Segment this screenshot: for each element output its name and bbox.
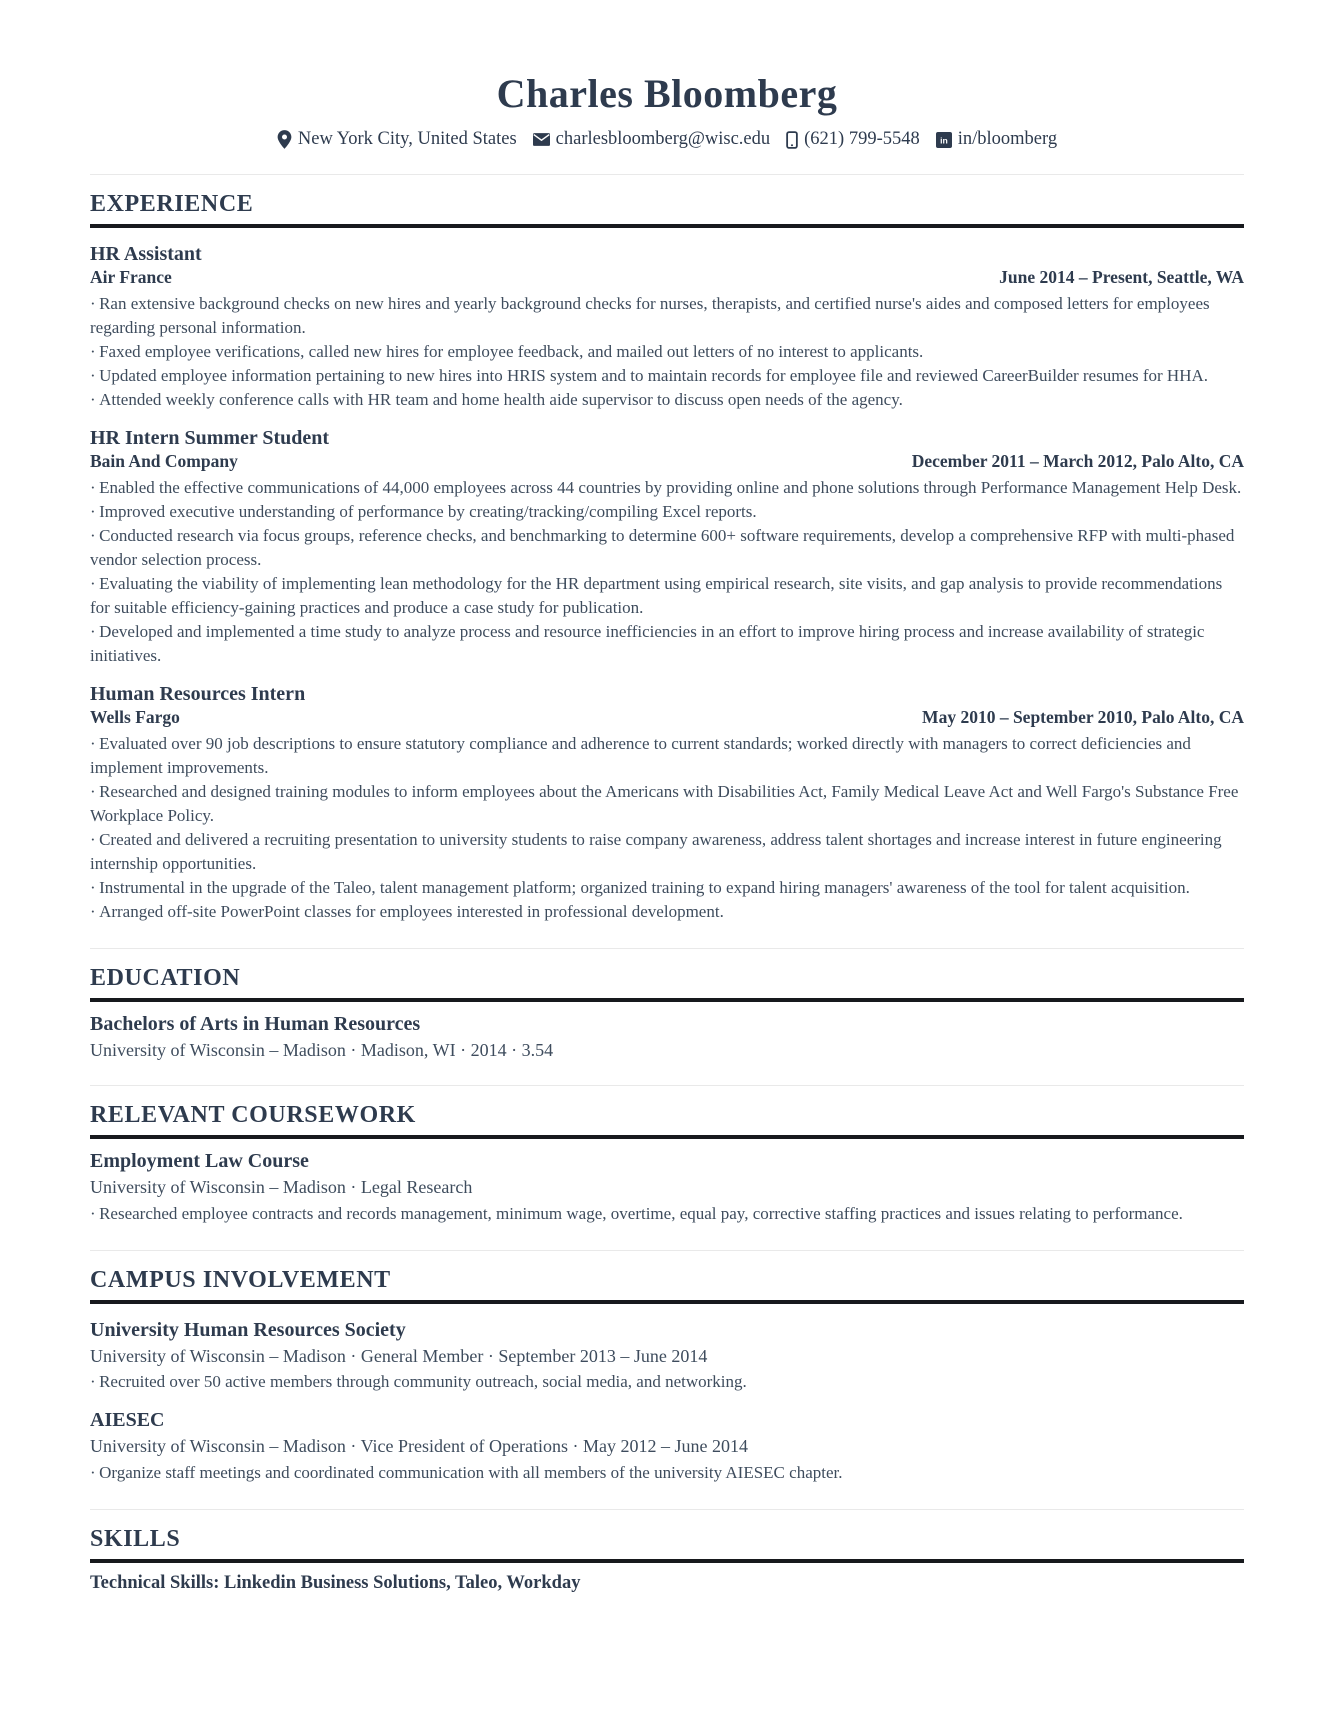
job-title: HR Intern Summer Student [90,426,330,449]
job-title: HR Assistant [90,243,202,265]
job-bullets [90,292,1244,412]
bullet-item: · Recruited over 50 active members through community outreach, social media, and networking. [90,1370,1244,1394]
contact-email-text: charlesbloomberg@wisc.edu [555,129,771,149]
bullet-item: · Instrumental in the upgrade of the Taleo, talent management platform; organized training to expand hiring managers' awareness of the tool for talent acquisition. [90,876,1244,900]
section-divider [90,948,1244,949]
section-title-experience: EXPERIENCE [90,191,254,217]
job-dates: May 2010 – September 2010, Palo Alto, CA [922,706,1244,727]
job-entry-hr-intern [90,426,1244,668]
section-rule [90,998,1244,1002]
education-degree: Bachelors of Arts in Human Resources [90,1012,421,1035]
section-divider [90,174,1244,175]
bullet-item: · Updated employee information pertaining to new hires into HRIS system and to maintain records for employee file and reviewed CareerBuilder resumes for HHA. [90,364,1244,388]
activity-name: University Human Resources Society [90,1318,406,1341]
section-skills [90,1526,1244,1594]
job-company: Air France [90,267,172,287]
linkedin-square-icon [936,132,952,148]
mobile-phone-icon [786,131,798,149]
job-entry-hr-assistant [90,242,1244,412]
map-pin-icon [277,130,292,149]
contact-phone-text: (621) 799-5548 [804,129,920,149]
section-campus-involvement [90,1267,1244,1485]
contact-phone [786,129,920,150]
section-divider [90,1085,1244,1086]
bullet-item: · Attended weekly conference calls with HR team and home health aide supervisor to discuss open needs of the agency. [90,388,1244,412]
job-meta [90,267,1244,289]
bullet-item: · Enabled the effective communications of 44,000 employees across 44 countries by providing online and phone solutions through Performance Management Help Desk. [90,476,1244,500]
job-bullets [90,732,1244,924]
skills-label: Technical Skills: [90,1572,220,1593]
section-experience [90,191,1244,924]
activity-entry-uhrs [90,1318,1244,1395]
course-bullets [90,1202,1244,1226]
job-dates: December 2011 – March 2012, Palo Alto, CA [911,450,1244,471]
skills-line [90,1573,1244,1594]
section-title-skills: SKILLS [90,1525,181,1552]
job-meta [90,707,1244,729]
bullet-item: · Developed and implemented a time study to analyze process and resource inefficiencies in an effort to improve hiring process and increase availability of strategic initiatives. [90,620,1244,668]
section-coursework [90,1102,1244,1226]
resume-header [90,70,1244,150]
bullet-item: · Conducted research via focus groups, reference checks, and benchmarking to determine 600+ software requirements, develop a comprehensive RFP with multi-phased vendor selection process. [90,524,1244,572]
bullet-item: · Evaluated over 90 job descriptions to ensure statutory compliance and adherence to current standards; worked directly with managers to correct deficiencies and implement improvements. [90,732,1244,780]
svg-text:in: in [939,135,948,146]
contact-location-text: New York City, United States [297,129,517,149]
contact-email [533,129,770,150]
job-title: Human Resources Intern [90,682,306,705]
job-bullets [90,476,1244,668]
envelope-icon [533,133,550,146]
bullet-item: · Faxed employee verifications, called new hires for employee feedback, and mailed out letters of no interest to applicants. [90,340,1244,364]
education-details: University of Wisconsin – Madison · Madison, WI · 2014 · 3.54 [90,1039,554,1060]
bullet-item: · Evaluating the viability of implementing lean methodology for the HR department using empirical research, site visits, and gap analysis to provide recommendations for suitable efficiency-gaining practices and produce a case study for publication. [90,572,1244,620]
job-meta [90,451,1244,473]
section-title-education: EDUCATION [90,964,241,991]
course-details: University of Wisconsin – Madison · Legal Research [90,1177,473,1198]
contact-row [90,129,1244,150]
job-entry-human-resources-intern [90,682,1244,924]
section-divider [90,1250,1244,1251]
bullet-item: · Arranged off-site PowerPoint classes for employees interested in professional development. [90,900,1244,924]
section-title-coursework: RELEVANT COURSEWORK [90,1102,416,1129]
bullet-item: · Improved executive understanding of performance by creating/tracking/compiling Excel reports. [90,500,1244,524]
section-divider [90,1509,1244,1510]
activity-bullets [90,1370,1244,1394]
bullet-item: · Researched and designed training modules to inform employees about the Americans with Disabilities Act, Family Medical Leave Act and Well Fargo's Substance Free Workplace Policy. [90,780,1244,828]
job-company: Wells Fargo [90,706,180,727]
activity-entry-aiesec [90,1408,1244,1485]
contact-linkedin [936,129,1057,150]
contact-location [277,129,517,150]
activity-details: University of Wisconsin – Madison · Vice President of Operations · May 2012 – June 2014 [90,1436,748,1457]
page-title: Charles Bloomberg [496,71,838,116]
skills-value: Linkedin Business Solutions, Taleo, Workday [224,1572,581,1593]
bullet-item: · Created and delivered a recruiting presentation to university students to raise company awareness, address talent shortages and increase interest in future engineering internship opportunities. [90,828,1244,876]
section-rule [90,224,1244,228]
job-dates: June 2014 – Present, Seattle, WA [999,267,1244,287]
activity-bullets [90,1461,1244,1485]
section-rule [90,1559,1244,1563]
activity-name: AIESEC [90,1409,165,1432]
course-name: Employment Law Course [90,1150,309,1173]
section-rule [90,1135,1244,1139]
bullet-item: · Organize staff meetings and coordinated communication with all members of the university AIESEC chapter. [90,1461,1244,1485]
bullet-item: · Researched employee contracts and records management, minimum wage, overtime, equal pay, corrective staffing practices and issues relating to performance. [90,1202,1244,1226]
section-education [90,965,1244,1062]
job-company: Bain And Company [90,450,238,471]
section-title-campus-involvement: CAMPUS INVOLVEMENT [90,1266,391,1293]
activity-details: University of Wisconsin – Madison · General Member · September 2013 – June 2014 [90,1345,708,1366]
bullet-item: · Ran extensive background checks on new hires and yearly background checks for nurses, therapists, and certified nurse's aides and composed letters for employees regarding personal information. [90,292,1244,340]
section-rule [90,1300,1244,1304]
contact-linkedin-text: in/bloomberg [957,129,1058,149]
